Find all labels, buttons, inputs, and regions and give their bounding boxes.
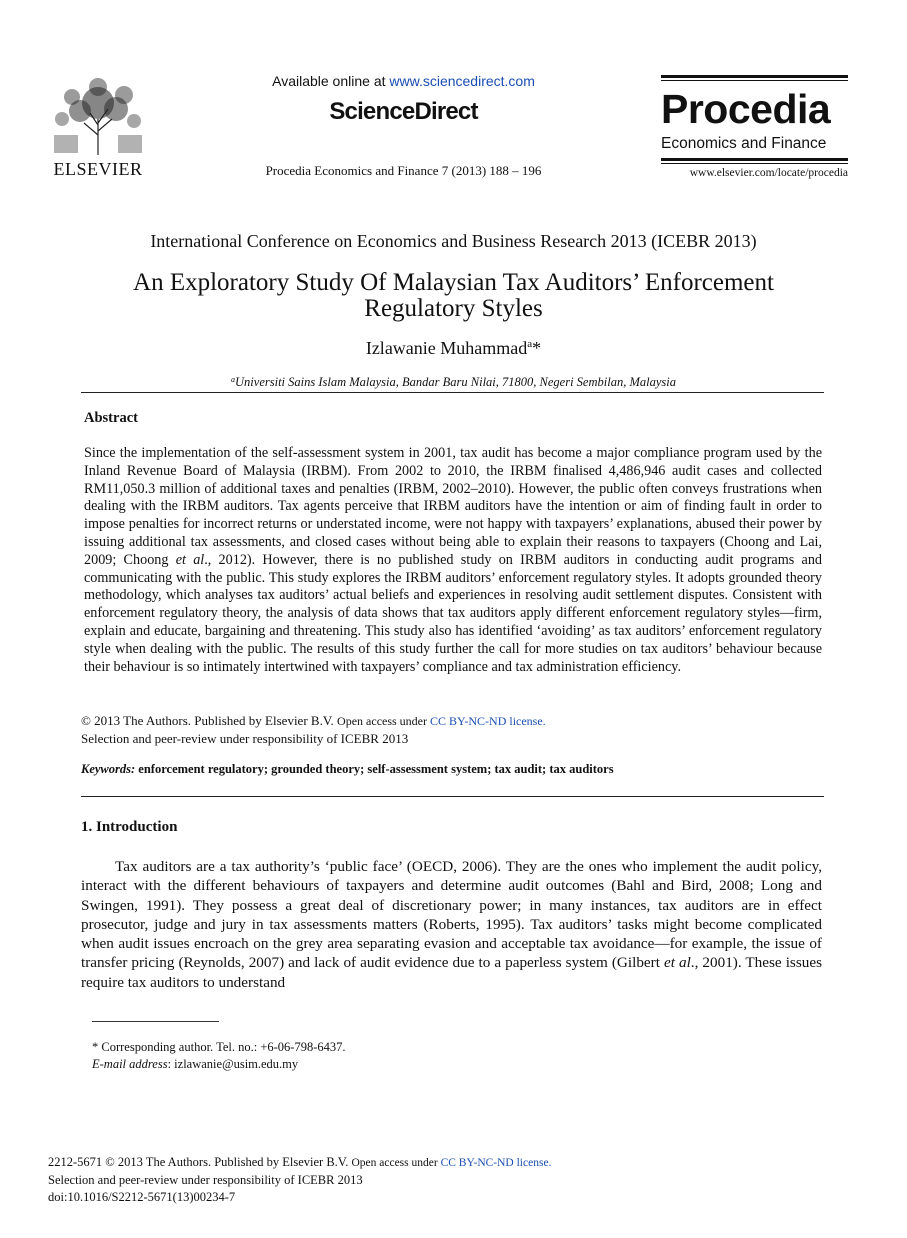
abstract-top-divider (81, 392, 824, 393)
intro-etal: et al (663, 954, 691, 972)
intro-text-part1: Tax auditors are a tax authority’s ‘public face’ (OECD, 2006). They are the ones who implement the audit policy, interact with the different behaviours of taxpayers and determine audit outcomes (Bahl and Bird, 2008; Long and Swingen, 1991). They possess a great deal of discretionary power; in many instances, tax auditors are in effect prosecutor, judge and jury in tax assessments matters (Roberts, 1995). Tax auditors’ tasks might become complicated when audit issues encroach on the grey area separating evasion and acceptable tax avoidance—for example, the issue of transfer pricing (Reynolds, 2007) and lack of audit evidence due to a paperless system (Gilbert (81, 858, 822, 972)
procedia-logo (661, 75, 848, 179)
procedia-bottom-rule-thin (661, 163, 848, 164)
abstract-body (84, 445, 822, 676)
paper-title-line1: An Exploratory Study Of Malaysian Tax Auditors’ Enforcement (133, 269, 774, 296)
corresponding-author-note: * Corresponding author. Tel. no.: +6-06-798-6437. (92, 1040, 346, 1054)
paper-title-line2: Regulatory Styles (364, 295, 543, 322)
copyright-line2: Selection and peer-review under responsibility of ICEBR 2013 (81, 731, 409, 746)
open-access-text: Open access under (337, 714, 431, 728)
footer-issn-copyright: 2212-5671 © 2013 The Authors. Published by Elsevier B.V. (48, 1155, 352, 1169)
elsevier-wordmark: ELSEVIER (53, 159, 143, 179)
introduction-body (81, 857, 822, 992)
abstract-bottom-divider (81, 796, 824, 797)
procedia-top-rule (661, 75, 848, 78)
copyright-line1 (81, 712, 546, 730)
email-label: E-mail address (92, 1057, 168, 1071)
paper-title (60, 270, 847, 322)
affiliation-mark: a (231, 375, 236, 384)
keywords-list: enforcement regulatory; grounded theory; self-assessment system; tax audit; tax auditors (135, 762, 614, 776)
page-footer (48, 1154, 551, 1206)
footnote-block (92, 1039, 346, 1073)
intro-text-part2: ., 2001). These issues require tax auditors to understand (81, 954, 822, 991)
introduction-heading: 1. Introduction (81, 819, 178, 835)
email-line (92, 1056, 346, 1073)
procedia-bottom-rule (661, 158, 848, 161)
author-name: Izlawanie Muhammad (365, 338, 528, 358)
conference-name: International Conference on Economics and Business Research 2013 (ICEBR 2013) (150, 231, 757, 251)
footer-doi[interactable]: doi:10.1016/S2212-5671(13)00234-7 (48, 1190, 236, 1204)
license-link[interactable]: CC BY-NC-ND license. (430, 714, 546, 728)
procedia-subtitle: Economics and Finance (661, 135, 827, 152)
copyright-text: © 2013 The Authors. Published by Elsevier B.V. (81, 713, 338, 728)
footer-line2: Selection and peer-review under responsibility of ICEBR 2013 (48, 1173, 363, 1187)
procedia-wordmark: Procedia (661, 86, 831, 132)
author-corresponding-mark: * (532, 338, 542, 358)
abstract-text-part1: Since the implementation of the self-assessment system in 2001, tax audit has become a major compliance program used by the Inland Revenue Board of Malaysia (IRBM). From 2002 to 2010, the IRBM finalised 4,486,946 audit cases and collected RM11,050.3 million of additional taxes and penalties (IRBM, 2002–2010). However, the public often conveys frustrations when dealing with the IRBM auditors. Tax agents perceive that IRBM auditors have the intention or aim of finding fault in order to impose penalties for incorrect returns or understated income, were not happy with taxpayers’ explanations, abused their power by issuing additional tax assessments, and closed cases without being able to explain their reasons to taxpayers (Choong and Lai, 2009; Choong (84, 445, 822, 568)
affiliation-line (0, 375, 907, 390)
journal-citation: Procedia Economics and Finance 7 (2013) 188 – 196 (265, 163, 542, 178)
email-value[interactable]: : izlawanie@usim.edu.my (167, 1057, 299, 1071)
footer-license-link[interactable]: CC BY-NC-ND license. (440, 1157, 552, 1169)
procedia-url[interactable]: www.elsevier.com/locate/procedia (689, 167, 848, 179)
author-line (0, 338, 907, 359)
footer-open-access: Open access under (351, 1157, 441, 1169)
keywords-label: Keywords: (81, 762, 136, 776)
sciencedirect-link[interactable]: www.sciencedirect.com (389, 73, 535, 89)
sciencedirect-brand: ScienceDirect (329, 98, 478, 125)
author-affil-mark: a (527, 338, 533, 350)
affiliation-text: Universiti Sains Islam Malaysia, Bandar Baru Nilai, 71800, Negeri Sembilan, Malaysia (235, 375, 676, 389)
procedia-top-rule-thin (661, 80, 848, 81)
available-prefix: Available online at (272, 73, 390, 89)
copyright-block (81, 712, 546, 747)
keywords-line (81, 762, 614, 777)
footer-line1 (48, 1154, 551, 1172)
abstract-etal: et al (175, 551, 205, 568)
abstract-heading: Abstract (84, 410, 138, 426)
abstract-text-part2: ., 2012). However, there is no published study on IRBM auditors in conducting audit programs and communicating with the public. This study explores the IRBM auditors’ enforcement regulatory styles. It adopts grounded theory methodology, which analyses tax auditors’ actual beliefs and experiences in resolving audit settlement disputes. Consistent with enforcement regulatory theory, the analysis of data shows that tax auditors apply different enforcement regulatory styles—firm, explain and educate, bargaining and threatening. This study also has identified ‘avoiding’ as tax auditors’ enforcement regulatory style when dealing with the public. The results of this study further the call for more studies on tax auditors’ behaviour because their behaviour is so intimately intertwined with taxpayers’ compliance and tax administration efficiency. (84, 551, 823, 675)
footnote-divider (92, 1021, 219, 1022)
